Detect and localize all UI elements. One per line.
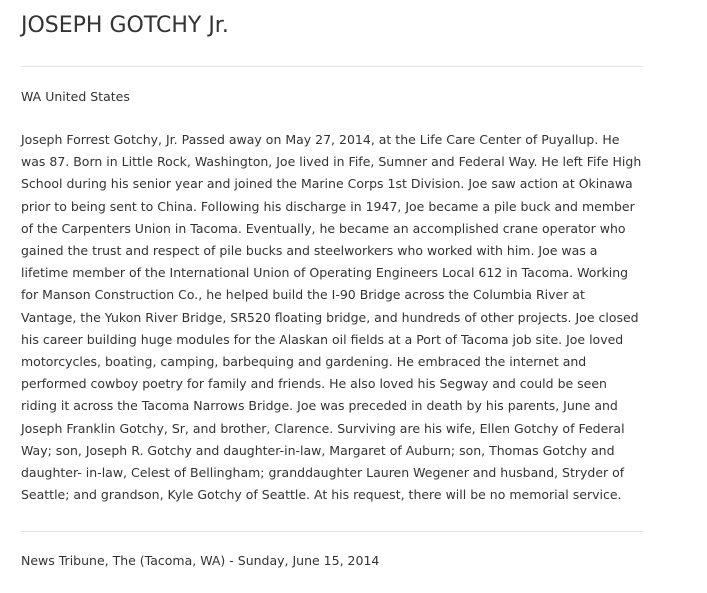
source-citation: News Tribune, The (Tacoma, WA) - Sunday, June 15, 2014 bbox=[21, 553, 380, 569]
top-divider bbox=[21, 66, 643, 67]
location-text: WA United States bbox=[21, 89, 130, 104]
obituary-page bbox=[21, 0, 643, 571]
obituary-body: Joseph Forrest Gotchy, Jr. Passed away on May 27, 2014, at the Life Care Center of Puyallup. He was 87. Born in Little Rock, Washington, Joe lived in Fife, Sumner and Federal Way. He left Fife High School during his senior year and joined the Marine Corps 1st Division. Joe saw action at Okinawa prior to being sent to China. Following his discharge in 1947, Joe became a pile buck and member of the Carpenters Union in Tacoma. Eventually, he became an accomplished crane operator who gained the trust and respect of pile bucks and steelworkers who worked with him. Joe was a lifetime member of the International Union of Operating Engineers Local 612 in Tacoma. Working for Manson Construction Co., he helped build the I-90 Bridge across the Columbia River at Vantage, the Yukon River Bridge, SR520 floating bridge, and hundreds of other projects. Joe closed his career building huge modules for the Alaskan oil fields at a Port of Tacoma job site. Joe loved motorcycles, boating, camping, barbequing and gardening. He embraced the internet and performed cowboy poetry for family and friends. He also loved his Segway and could be seen riding it across the Tacoma Narrows Bridge. Joe was preceded in death by his parents, June and Joseph Franklin Gotchy, Sr, and brother, Clarence. Surviving are his wife, Ellen Gotchy of Federal Way; son, Joseph R. Gotchy and daughter-in-law, Margaret of Auburn; son, Thomas Gotchy and daughter- in-law, Celest of Bellingham; granddaughter Lauren Wegener and husband, Stryder of Seattle; and grandson, Kyle Gotchy of Seattle. At his request, there will be no memorial service. bbox=[21, 132, 642, 503]
bottom-divider bbox=[21, 531, 643, 532]
page-title: JOSEPH GOTCHY Jr. bbox=[21, 13, 229, 38]
